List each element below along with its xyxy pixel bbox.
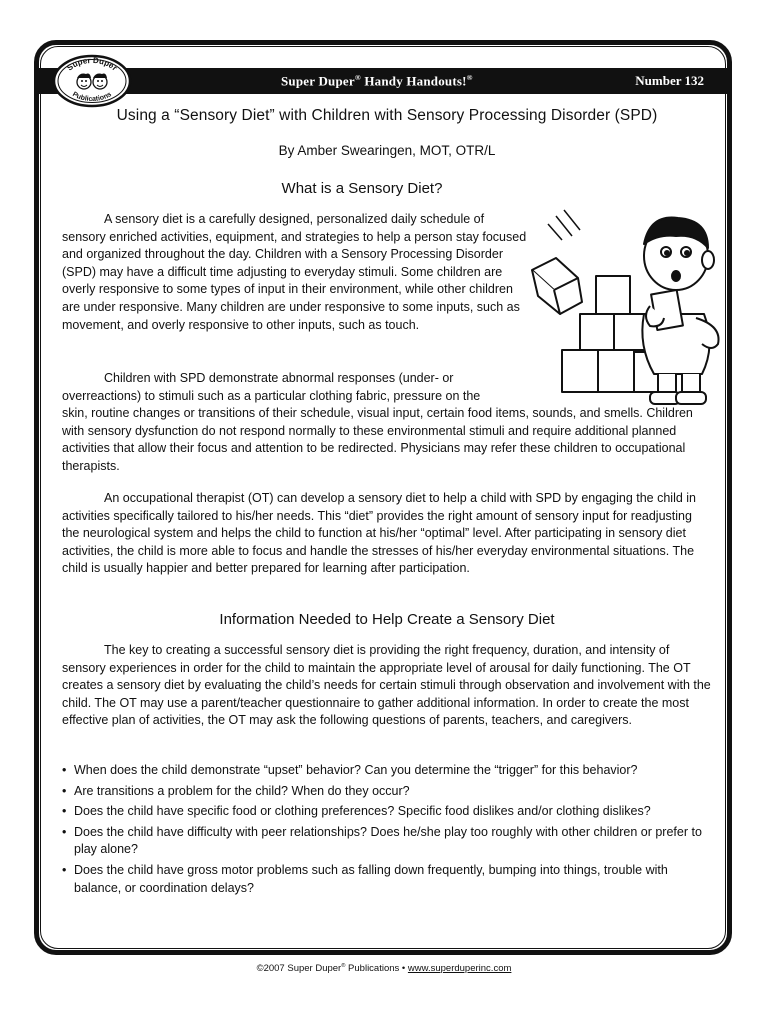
handout-number: Number 132 — [635, 73, 704, 88]
question-list — [62, 762, 712, 900]
list-item: • Does the child have gross motor problems such as falling down frequently, bumping into things, trouble with balance, or coordination delays? — [62, 862, 712, 897]
logo-bottom-text: Publications — [71, 90, 113, 104]
footer-copyright: ©2007 Super Duper — [256, 963, 342, 975]
section-heading-information: Information Needed to Help Create a Sensory Diet — [219, 611, 555, 628]
child-stacking-blocks-illustration — [526, 196, 726, 408]
super-duper-logo — [52, 54, 132, 108]
paragraph-4: The key to creating a successful sensory diet is providing the right frequency, duration, and intensity of sensory experiences in order for the child to maintain the appropriate level of arousal for daily functioning. The OT creates a sensory diet by evaluating the child’s needs for certain stimuli through observation and involvement with the child. The OT may use a parent/teacher questionnaire to gather additional information. In order to create the most effective plan of activities, the OT may ask the following questions of parents, teachers, and caregivers. — [62, 643, 711, 728]
header-bar — [38, 68, 728, 94]
list-item: • Are transitions a problem for the child? When do they occur? — [62, 783, 712, 801]
author-byline: By Amber Swearingen, MOT, OTR/L — [278, 143, 496, 158]
list-item: • When does the child demonstrate “upset” behavior? Can you determine the “trigger” for this behavior? — [62, 762, 712, 780]
logo-top-text: Super Duper — [65, 55, 120, 73]
paragraph-2-wrapped: Children with SPD demonstrate abnormal responses (under- or overreactions) to stimuli such as a particular clothing fabric, pressure on the — [62, 371, 481, 403]
paragraph-2-rest: skin, routine changes or transitions of their schedule, visual input, certain food items, sounds, and smells. Children with sensory dysfunction do not respond normally to these environmental stimuli and require additional planned activities that allow their focus and attention to be redirected. Physicians may refer these children to occupational therapists. — [62, 406, 693, 473]
list-item: • Does the child have specific food or clothing preferences? Specific food dislikes and/or clothing dislikes? — [62, 803, 712, 821]
paragraph-3: An occupational therapist (OT) can develop a sensory diet to help a child with SPD by engaging the child in activities specifically tailored to his/her needs. This “diet” provides the right amount of sensory input for readjusting the neurological system and helps the child to function at his/her “optimal” level. After participating in sensory diet activities, the child is more able to focus and handle the stresses of his/her everyday environmental situations. The child is usually happier and better prepared for learning after participation. — [62, 491, 697, 576]
document-title: Using a “Sensory Diet” with Children with Sensory Processing Disorder (SPD) — [116, 107, 658, 124]
section-heading-what-is: What is a Sensory Diet? — [281, 180, 443, 197]
list-item: • Does the child have difficulty with peer relationships? Does he/she play too roughly with other children or prefer to play alone? — [62, 824, 712, 859]
footer: ©2007 Super Duper® Publications • www.superduperinc.com — [256, 963, 512, 975]
handout-series-title: Super Duper® Handy Handouts!® — [281, 73, 473, 89]
paragraph-1: A sensory diet is a carefully designed, personalized daily schedule of sensory enriched activities, equipment, and strategies to help a person stay focused and organized throughout the day. Children with a Sensory Processing Disorder (SPD) may have a difficult time adjusting to everyday stimuli. Some children are overly responsive to some types of input in their environment, while other children are under responsive. Many children are under responsive to some inputs, such as movement, and overly responsive to other inputs, such as touch. — [62, 212, 527, 332]
footer-website-link[interactable]: www.superduperinc.com — [407, 963, 512, 975]
